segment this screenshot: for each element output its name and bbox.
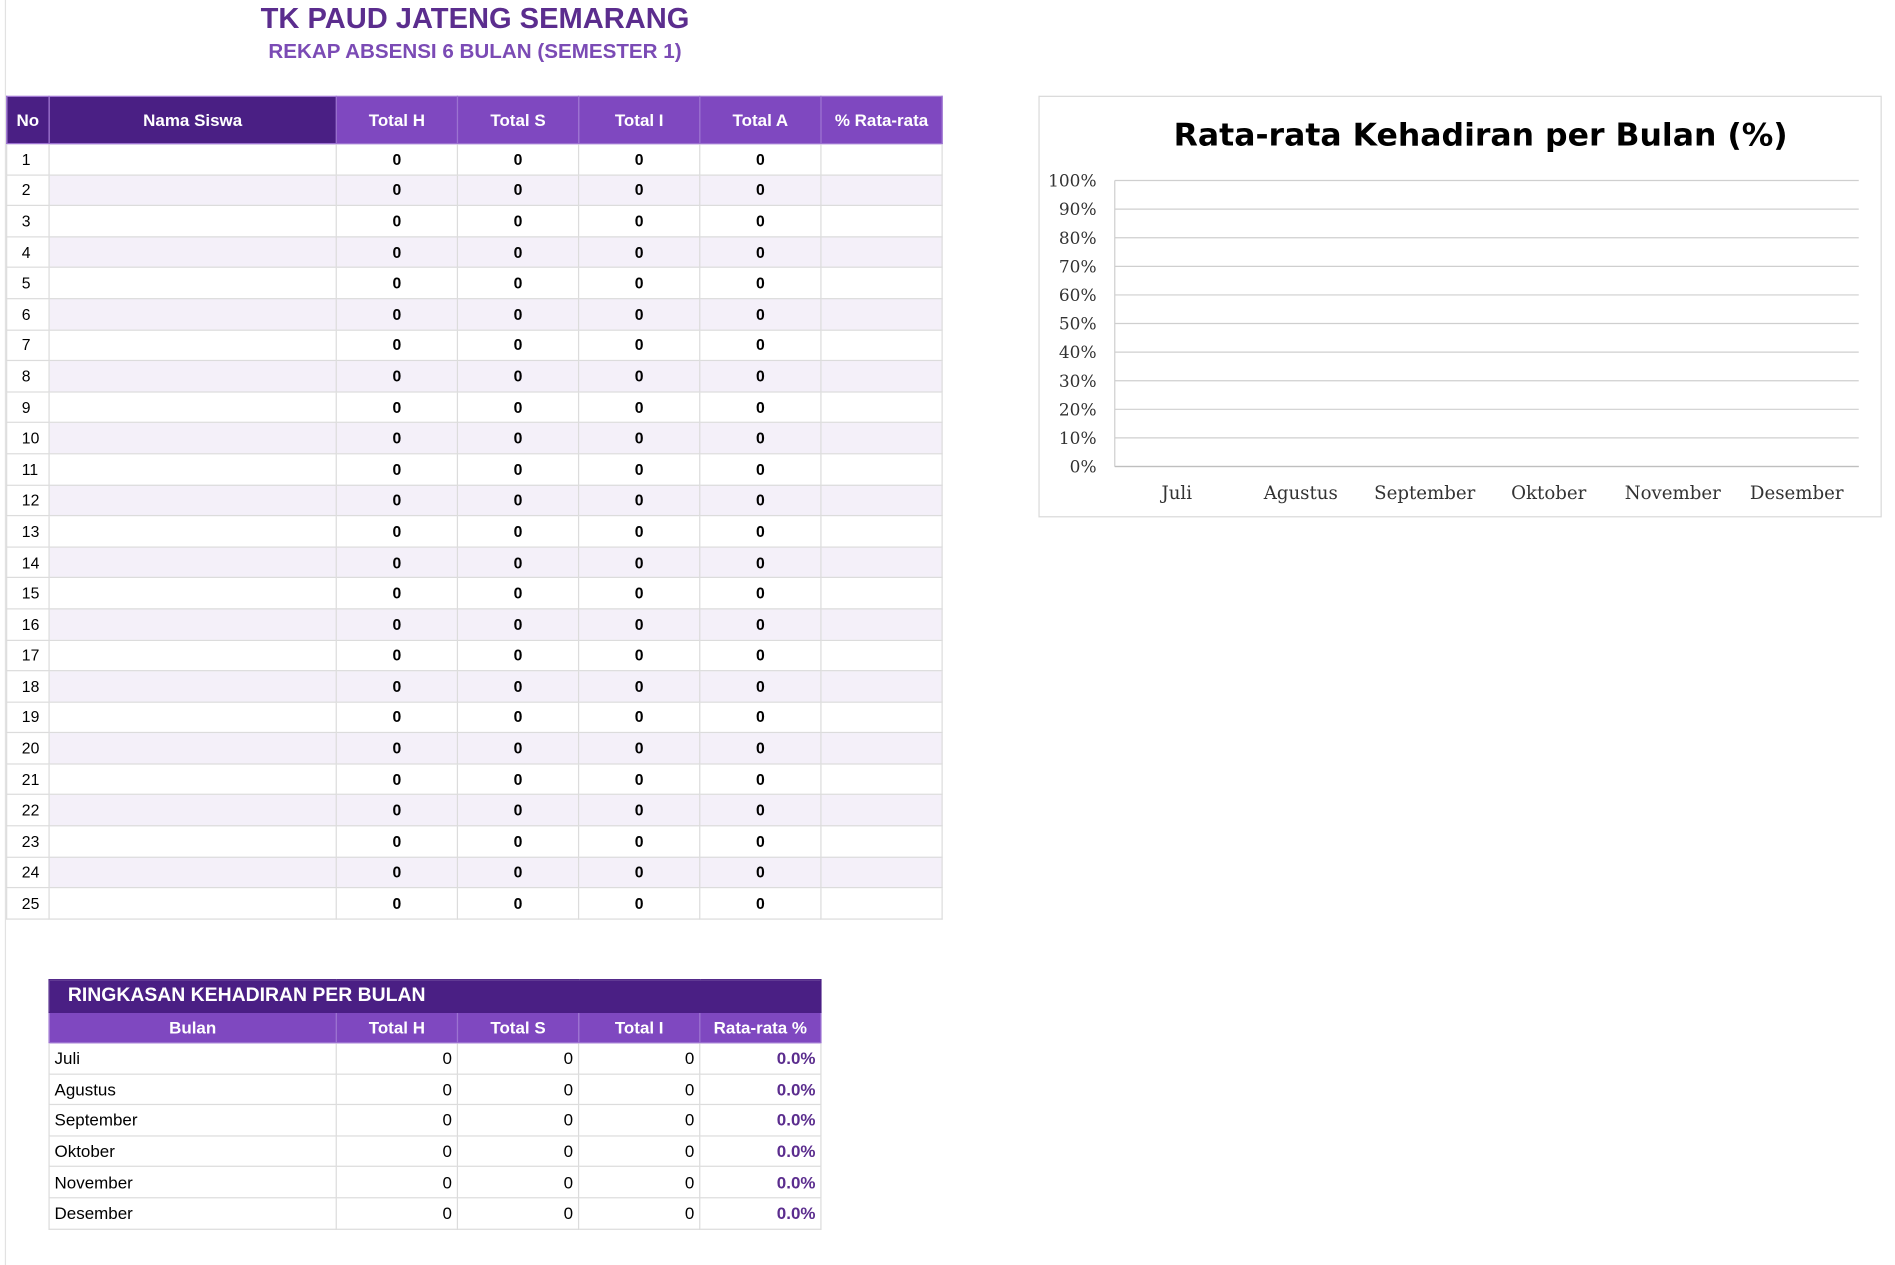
cell-pct[interactable] <box>821 423 942 454</box>
cell-nama[interactable] <box>49 330 336 361</box>
cell-a[interactable]: 0 <box>700 826 821 857</box>
ringkasan-title: RINGKASAN KEHADIRAN PER BULAN <box>49 980 821 1013</box>
cell-a[interactable]: 0 <box>700 795 821 826</box>
table-row <box>7 609 942 640</box>
cell-h[interactable]: 0 <box>336 299 457 330</box>
cell-h[interactable]: 0 <box>336 175 457 206</box>
cell-no[interactable]: 15 <box>7 578 49 609</box>
attendance-chart[interactable] <box>1038 96 1881 518</box>
cell-h[interactable]: 0 <box>336 485 457 516</box>
cell-pct[interactable] <box>821 237 942 268</box>
table-row <box>7 485 942 516</box>
cell-no[interactable]: 18 <box>7 671 49 702</box>
cell-i[interactable]: 0 <box>579 175 700 206</box>
column-header: Bulan <box>49 1012 336 1042</box>
cell-pct[interactable]: 0.0% <box>700 1198 821 1229</box>
cell-s[interactable]: 0 <box>457 764 578 795</box>
table-row <box>7 640 942 671</box>
cell-nama[interactable] <box>49 609 336 640</box>
cell-h[interactable]: 0 <box>336 764 457 795</box>
cell-s[interactable]: 0 <box>457 361 578 392</box>
page-subtitle: REKAP ABSENSI 6 BULAN (SEMESTER 1) <box>268 39 682 64</box>
cell-nama[interactable] <box>49 764 336 795</box>
cell-i[interactable]: 0 <box>579 1105 700 1136</box>
cell-s[interactable]: 0 <box>457 299 578 330</box>
cell-i[interactable]: 0 <box>579 1043 700 1074</box>
table-row <box>7 237 942 268</box>
cell-a[interactable]: 0 <box>700 888 821 919</box>
cell-pct[interactable] <box>821 206 942 237</box>
cell-nama[interactable] <box>49 144 336 175</box>
cell-h[interactable]: 0 <box>336 702 457 733</box>
cell-h[interactable]: 0 <box>336 1074 457 1105</box>
cell-i[interactable]: 0 <box>579 268 700 299</box>
cell-i[interactable]: 0 <box>579 764 700 795</box>
table-row <box>49 1167 821 1198</box>
cell-no[interactable]: 12 <box>7 485 49 516</box>
cell-pct[interactable] <box>821 144 942 175</box>
table-row <box>7 857 942 888</box>
x-tick-label: Desember <box>1749 483 1844 505</box>
column-header: Total I <box>579 96 700 143</box>
cell-i[interactable]: 0 <box>579 330 700 361</box>
cell-h[interactable]: 0 <box>336 640 457 671</box>
cell-s[interactable]: 0 <box>457 454 578 485</box>
cell-s[interactable]: 0 <box>457 423 578 454</box>
cell-nama[interactable] <box>49 423 336 454</box>
cell-i[interactable]: 0 <box>579 206 700 237</box>
x-tick-label: November <box>1624 483 1721 505</box>
cell-nama[interactable] <box>49 454 336 485</box>
cell-nama[interactable] <box>49 795 336 826</box>
cell-s[interactable]: 0 <box>457 1074 578 1105</box>
cell-no[interactable]: 23 <box>7 826 49 857</box>
y-tick-label: 40% <box>1058 342 1097 363</box>
cell-no[interactable]: 4 <box>7 237 49 268</box>
cell-s[interactable]: 0 <box>457 1167 578 1198</box>
table-row <box>7 547 942 578</box>
table-row <box>7 671 942 702</box>
column-header: No <box>7 96 49 143</box>
cell-no[interactable]: 2 <box>7 175 49 206</box>
cell-a[interactable]: 0 <box>700 640 821 671</box>
cell-a[interactable]: 0 <box>700 547 821 578</box>
cell-h[interactable]: 0 <box>336 454 457 485</box>
cell-a[interactable]: 0 <box>700 454 821 485</box>
cell-i[interactable]: 0 <box>579 423 700 454</box>
cell-bulan[interactable]: September <box>49 1105 336 1136</box>
cell-s[interactable]: 0 <box>457 1105 578 1136</box>
cell-a[interactable]: 0 <box>700 733 821 764</box>
y-tick-label: 80% <box>1058 227 1097 248</box>
cell-pct[interactable] <box>821 733 942 764</box>
cell-i[interactable]: 0 <box>579 671 700 702</box>
cell-i[interactable]: 0 <box>579 1198 700 1229</box>
cell-h[interactable]: 0 <box>336 516 457 547</box>
cell-no[interactable]: 22 <box>7 795 49 826</box>
cell-a[interactable]: 0 <box>700 299 821 330</box>
cell-i[interactable]: 0 <box>579 702 700 733</box>
x-tick-label: Juli <box>1161 483 1193 505</box>
cell-pct[interactable] <box>821 671 942 702</box>
cell-no[interactable]: 1 <box>7 144 49 175</box>
table-row <box>49 1074 821 1105</box>
cell-a[interactable]: 0 <box>700 609 821 640</box>
cell-no[interactable]: 16 <box>7 609 49 640</box>
cell-pct[interactable] <box>821 392 942 423</box>
cell-nama[interactable] <box>49 268 336 299</box>
cell-h[interactable]: 0 <box>336 795 457 826</box>
cell-i[interactable]: 0 <box>579 299 700 330</box>
cell-h[interactable]: 0 <box>336 1136 457 1167</box>
cell-a[interactable]: 0 <box>700 764 821 795</box>
cell-nama[interactable] <box>49 857 336 888</box>
cell-a[interactable]: 0 <box>700 206 821 237</box>
cell-pct[interactable] <box>821 330 942 361</box>
cell-s[interactable]: 0 <box>457 1136 578 1167</box>
cell-h[interactable]: 0 <box>336 671 457 702</box>
cell-no[interactable]: 7 <box>7 330 49 361</box>
cell-h[interactable]: 0 <box>336 392 457 423</box>
cell-no[interactable]: 13 <box>7 516 49 547</box>
rekap-table <box>6 96 943 920</box>
cell-i[interactable]: 0 <box>579 640 700 671</box>
cell-i[interactable]: 0 <box>579 795 700 826</box>
cell-no[interactable]: 17 <box>7 640 49 671</box>
cell-a[interactable]: 0 <box>700 330 821 361</box>
cell-pct[interactable] <box>821 857 942 888</box>
cell-i[interactable]: 0 <box>579 609 700 640</box>
cell-bulan[interactable]: November <box>49 1167 336 1198</box>
cell-s[interactable]: 0 <box>457 485 578 516</box>
table-row <box>7 299 942 330</box>
cell-pct[interactable]: 0.0% <box>700 1043 821 1074</box>
cell-nama[interactable] <box>49 702 336 733</box>
table-row <box>7 888 942 919</box>
cell-h[interactable]: 0 <box>336 578 457 609</box>
cell-h[interactable]: 0 <box>336 1167 457 1198</box>
cell-no[interactable]: 25 <box>7 888 49 919</box>
cell-nama[interactable] <box>49 888 336 919</box>
y-tick-label: 70% <box>1058 256 1097 277</box>
table-row <box>7 268 942 299</box>
cell-no[interactable]: 10 <box>7 423 49 454</box>
cell-s[interactable]: 0 <box>457 206 578 237</box>
cell-nama[interactable] <box>49 237 336 268</box>
cell-a[interactable]: 0 <box>700 392 821 423</box>
cell-h[interactable]: 0 <box>336 826 457 857</box>
cell-h[interactable]: 0 <box>336 1043 457 1074</box>
cell-nama[interactable] <box>49 206 336 237</box>
cell-a[interactable]: 0 <box>700 175 821 206</box>
table-row <box>49 1198 821 1229</box>
table-row <box>7 392 942 423</box>
table-row <box>49 1105 821 1136</box>
table-row <box>7 175 942 206</box>
cell-s[interactable]: 0 <box>457 888 578 919</box>
cell-h[interactable]: 0 <box>336 609 457 640</box>
y-tick-label: 100% <box>1048 170 1097 191</box>
cell-pct[interactable] <box>821 485 942 516</box>
column-header: Total A <box>700 96 821 143</box>
cell-i[interactable]: 0 <box>579 888 700 919</box>
cell-h[interactable]: 0 <box>336 144 457 175</box>
cell-s[interactable]: 0 <box>457 268 578 299</box>
cell-s[interactable]: 0 <box>457 671 578 702</box>
cell-h[interactable]: 0 <box>336 206 457 237</box>
cell-pct[interactable]: 0.0% <box>700 1105 821 1136</box>
y-tick-label: 60% <box>1058 284 1097 305</box>
table-row <box>7 733 942 764</box>
cell-bulan[interactable]: Oktober <box>49 1136 336 1167</box>
cell-pct[interactable] <box>821 609 942 640</box>
cell-pct[interactable]: 0.0% <box>700 1167 821 1198</box>
cell-pct[interactable] <box>821 547 942 578</box>
cell-nama[interactable] <box>49 640 336 671</box>
cell-nama[interactable] <box>49 361 336 392</box>
chart-svg <box>1040 97 1881 516</box>
cell-s[interactable]: 0 <box>457 640 578 671</box>
table-row <box>7 795 942 826</box>
table-row <box>7 361 942 392</box>
table-row <box>7 516 942 547</box>
cell-s[interactable]: 0 <box>457 392 578 423</box>
cell-no[interactable]: 24 <box>7 857 49 888</box>
cell-nama[interactable] <box>49 826 336 857</box>
y-tick-label: 50% <box>1058 313 1097 334</box>
cell-s[interactable]: 0 <box>457 578 578 609</box>
cell-nama[interactable] <box>49 392 336 423</box>
cell-pct[interactable] <box>821 454 942 485</box>
cell-bulan[interactable]: Desember <box>49 1198 336 1229</box>
cell-pct[interactable] <box>821 578 942 609</box>
cell-no[interactable]: 20 <box>7 733 49 764</box>
cell-a[interactable]: 0 <box>700 671 821 702</box>
cell-s[interactable]: 0 <box>457 144 578 175</box>
cell-i[interactable]: 0 <box>579 392 700 423</box>
cell-h[interactable]: 0 <box>336 857 457 888</box>
cell-i[interactable]: 0 <box>579 857 700 888</box>
cell-no[interactable]: 5 <box>7 268 49 299</box>
cell-a[interactable]: 0 <box>700 702 821 733</box>
cell-i[interactable]: 0 <box>579 361 700 392</box>
cell-no[interactable]: 9 <box>7 392 49 423</box>
x-tick-label: September <box>1374 483 1476 505</box>
cell-pct[interactable] <box>821 361 942 392</box>
table-row <box>7 330 942 361</box>
cell-a[interactable]: 0 <box>700 361 821 392</box>
cell-s[interactable]: 0 <box>457 175 578 206</box>
cell-h[interactable]: 0 <box>336 733 457 764</box>
chart-title: Rata-rata Kehadiran per Bulan (%) <box>1173 117 1788 154</box>
cell-s[interactable]: 0 <box>457 702 578 733</box>
cell-nama[interactable] <box>49 547 336 578</box>
column-header: Rata-rata % <box>700 1012 821 1042</box>
cell-h[interactable]: 0 <box>336 423 457 454</box>
cell-pct[interactable] <box>821 764 942 795</box>
cell-h[interactable]: 0 <box>336 330 457 361</box>
cell-pct[interactable]: 0.0% <box>700 1136 821 1167</box>
cell-h[interactable]: 0 <box>336 888 457 919</box>
cell-i[interactable]: 0 <box>579 516 700 547</box>
table-row <box>49 1043 821 1074</box>
cell-i[interactable]: 0 <box>579 826 700 857</box>
column-header: Nama Siswa <box>49 96 336 143</box>
cell-nama[interactable] <box>49 299 336 330</box>
cell-pct[interactable] <box>821 888 942 919</box>
y-tick-label: 90% <box>1058 199 1097 220</box>
table-row <box>7 826 942 857</box>
cell-i[interactable]: 0 <box>579 454 700 485</box>
table-row <box>7 206 942 237</box>
column-header: Total S <box>457 1012 578 1042</box>
cell-no[interactable]: 11 <box>7 454 49 485</box>
cell-i[interactable]: 0 <box>579 1136 700 1167</box>
cell-i[interactable]: 0 <box>579 144 700 175</box>
cell-i[interactable]: 0 <box>579 485 700 516</box>
cell-s[interactable]: 0 <box>457 516 578 547</box>
table-row <box>7 764 942 795</box>
cell-a[interactable]: 0 <box>700 268 821 299</box>
cell-pct[interactable] <box>821 175 942 206</box>
cell-pct[interactable] <box>821 516 942 547</box>
cell-nama[interactable] <box>49 485 336 516</box>
cell-no[interactable]: 6 <box>7 299 49 330</box>
column-header: Total I <box>579 1012 700 1042</box>
cell-s[interactable]: 0 <box>457 1198 578 1229</box>
cell-s[interactable]: 0 <box>457 547 578 578</box>
cell-a[interactable]: 0 <box>700 857 821 888</box>
cell-h[interactable]: 0 <box>336 237 457 268</box>
cell-pct[interactable] <box>821 299 942 330</box>
cell-pct[interactable]: 0.0% <box>700 1074 821 1105</box>
cell-i[interactable]: 0 <box>579 237 700 268</box>
cell-pct[interactable] <box>821 640 942 671</box>
cell-a[interactable]: 0 <box>700 516 821 547</box>
cell-no[interactable]: 14 <box>7 547 49 578</box>
column-header: Total S <box>457 96 578 143</box>
cell-bulan[interactable]: Juli <box>49 1043 336 1074</box>
cell-s[interactable]: 0 <box>457 733 578 764</box>
cell-a[interactable]: 0 <box>700 485 821 516</box>
cell-nama[interactable] <box>49 578 336 609</box>
y-tick-label: 20% <box>1058 399 1097 420</box>
cell-no[interactable]: 21 <box>7 764 49 795</box>
cell-a[interactable]: 0 <box>700 423 821 454</box>
cell-nama[interactable] <box>49 516 336 547</box>
cell-i[interactable]: 0 <box>579 1074 700 1105</box>
table-row <box>49 1136 821 1167</box>
cell-no[interactable]: 3 <box>7 206 49 237</box>
cell-h[interactable]: 0 <box>336 268 457 299</box>
cell-i[interactable]: 0 <box>579 547 700 578</box>
column-header: % Rata-rata <box>821 96 942 143</box>
cell-a[interactable]: 0 <box>700 144 821 175</box>
cell-h[interactable]: 0 <box>336 1105 457 1136</box>
table-row <box>7 454 942 485</box>
cell-a[interactable]: 0 <box>700 237 821 268</box>
cell-s[interactable]: 0 <box>457 609 578 640</box>
cell-s[interactable]: 0 <box>457 826 578 857</box>
x-tick-label: Agustus <box>1263 483 1338 505</box>
cell-a[interactable]: 0 <box>700 578 821 609</box>
cell-s[interactable]: 0 <box>457 237 578 268</box>
cell-pct[interactable] <box>821 702 942 733</box>
table-row <box>7 423 942 454</box>
cell-pct[interactable] <box>821 268 942 299</box>
cell-bulan[interactable]: Agustus <box>49 1074 336 1105</box>
cell-no[interactable]: 8 <box>7 361 49 392</box>
cell-no[interactable]: 19 <box>7 702 49 733</box>
cell-pct[interactable] <box>821 795 942 826</box>
cell-s[interactable]: 0 <box>457 330 578 361</box>
cell-s[interactable]: 0 <box>457 1043 578 1074</box>
y-tick-label: 0% <box>1069 456 1097 477</box>
ringkasan-table <box>48 979 821 1229</box>
table-row <box>7 702 942 733</box>
column-header: Total H <box>336 1012 457 1042</box>
cell-nama[interactable] <box>49 733 336 764</box>
cell-nama[interactable] <box>49 175 336 206</box>
x-tick-label: Oktober <box>1511 483 1587 505</box>
cell-s[interactable]: 0 <box>457 857 578 888</box>
cell-nama[interactable] <box>49 671 336 702</box>
column-header: Total H <box>336 96 457 143</box>
y-tick-label: 10% <box>1058 427 1097 448</box>
cell-pct[interactable] <box>821 826 942 857</box>
cell-i[interactable]: 0 <box>579 578 700 609</box>
cell-h[interactable]: 0 <box>336 1198 457 1229</box>
table-row <box>7 578 942 609</box>
cell-h[interactable]: 0 <box>336 361 457 392</box>
cell-i[interactable]: 0 <box>579 733 700 764</box>
cell-s[interactable]: 0 <box>457 795 578 826</box>
page-title: TK PAUD JATENG SEMARANG <box>260 2 690 36</box>
table-row <box>7 144 942 175</box>
cell-i[interactable]: 0 <box>579 1167 700 1198</box>
y-tick-label: 30% <box>1058 370 1097 391</box>
cell-h[interactable]: 0 <box>336 547 457 578</box>
